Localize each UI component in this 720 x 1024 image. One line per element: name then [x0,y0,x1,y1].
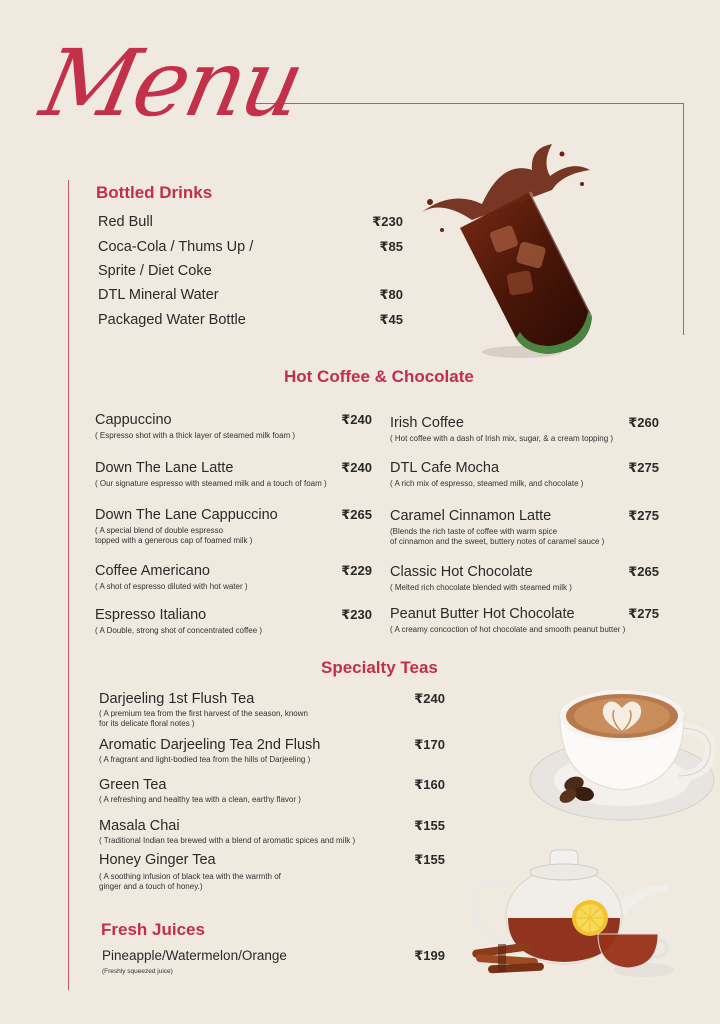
item-name: Darjeeling 1st Flush Tea [99,691,255,707]
frame-line-left [68,180,69,990]
menu-item [102,948,445,977]
item-description: ( A Double, strong shot of concentrated coffee ) [95,626,263,635]
item-description: ( A fragrant and light-bodied tea from the hills of Darjeeling ) [99,755,311,764]
item-price: ₹230 [372,214,403,229]
item-name: Cappuccino [95,412,172,428]
item-description: ( A creamy concoction of hot chocolate and smooth peanut butter ) [390,625,626,634]
item-name: Packaged Water Bottle [98,312,246,328]
menu-item [98,312,403,328]
item-price: ₹80 [379,287,403,302]
item-price: ₹170 [414,737,445,752]
section-title-bottled-drinks: Bottled Drinks [96,183,213,202]
item-description: ( A refreshing and healthy tea with a clean, earthy flavor ) [99,795,301,804]
item-description: ( A rich mix of espresso, steamed milk, and chocolate ) [390,479,584,488]
item-price: ₹155 [414,852,445,867]
item-description: ( A shot of espresso diluted with hot water ) [95,582,248,591]
item-name: Red Bull [98,214,153,230]
menu-item [99,737,445,765]
coffee-cup-icon [528,672,718,828]
soda-glass-icon [412,140,612,365]
item-price: ₹155 [414,818,445,833]
menu-item [95,563,372,592]
item-name: Sprite / Diet Coke [98,263,212,279]
menu-item [98,287,403,303]
menu-item [98,214,403,230]
item-price: ₹85 [379,239,403,254]
item-description: ( A special blend of double espresso [95,526,224,535]
section-title-fresh-juices: Fresh Juices [101,920,205,939]
menu-item [99,777,445,805]
item-description: ginger and a touch of honey.) [99,882,203,891]
item-price: ₹45 [379,312,403,327]
menu-item [390,415,659,444]
item-description: for its delicate floral notes ) [99,719,195,728]
item-description: ( Our signature espresso with steamed milk and a touch of foam ) [95,479,327,488]
item-price: ₹199 [414,948,445,963]
item-price: ₹240 [341,412,372,427]
item-description: ( Hot coffee with a dash of Irish mix, sugar, & a cream topping ) [390,434,614,443]
item-description: ( Traditional Indian tea brewed with a blend of aromatic spices and milk ) [99,836,356,845]
item-price: ₹265 [628,564,659,579]
item-name: DTL Cafe Mocha [390,460,500,476]
menu-item [95,460,372,489]
item-description: (Blends the rich taste of coffee with warm spice [390,527,558,536]
menu-item [95,607,372,636]
item-name: Espresso Italiano [95,607,207,623]
item-name: Masala Chai [99,818,180,834]
item-price: ₹230 [341,607,372,622]
item-price: ₹240 [414,691,445,706]
item-price: ₹275 [628,606,659,621]
menu-item [95,507,372,546]
item-price: ₹229 [341,563,372,578]
item-price: ₹265 [341,507,372,522]
item-description: (Freshly squeezed juice) [102,968,173,975]
item-name: Coffee Americano [95,563,210,579]
item-description: topped with a generous cap of foamed milk ) [95,536,253,545]
menu-item [390,564,659,593]
item-price: ₹275 [628,460,659,475]
item-name: Down The Lane Latte [95,460,234,476]
item-price: ₹260 [628,415,659,430]
section-title-hot-coffee: Hot Coffee & Chocolate [284,367,474,386]
item-name: Pineapple/Watermelon/Orange [102,948,287,963]
menu-item [99,818,445,846]
menu-item [98,263,403,279]
menu-title: Menu [32,30,311,137]
menu-item [390,460,659,489]
frame-line-top [250,103,684,104]
menu-item [95,412,372,441]
item-name: Coca-Cola / Thums Up / [98,239,254,255]
item-name: Green Tea [99,777,167,793]
item-name: Down The Lane Cappuccino [95,507,278,523]
item-description: ( Espresso shot with a thick layer of steamed milk foam ) [95,431,296,440]
item-name: Aromatic Darjeeling Tea 2nd Flush [99,737,321,753]
item-price: ₹240 [341,460,372,475]
menu-item [99,691,445,729]
item-description: ( A soothing infusion of black tea with the warmth of [99,872,281,881]
item-name: Caramel Cinnamon Latte [390,508,552,524]
item-price: ₹160 [414,777,445,792]
menu-item [99,852,445,892]
item-description: of cinnamon and the sweet, buttery notes of caramel sauce ) [390,537,605,546]
item-name: DTL Mineral Water [98,287,219,303]
teapot-icon [468,842,678,984]
item-price: ₹275 [628,508,659,523]
menu-item [390,508,659,547]
menu-item [98,239,403,255]
item-description: ( A premium tea from the first harvest of the season, known [99,709,308,718]
item-name: Honey Ginger Tea [99,852,216,868]
menu-item [390,606,659,635]
item-name: Irish Coffee [390,415,464,431]
item-description: ( Melted rich chocolate blended with steamed milk ) [390,583,572,592]
frame-line-right [683,103,684,335]
item-name: Peanut Butter Hot Chocolate [390,606,575,622]
item-name: Classic Hot Chocolate [390,564,533,580]
section-title-specialty-teas: Specialty Teas [321,658,438,677]
